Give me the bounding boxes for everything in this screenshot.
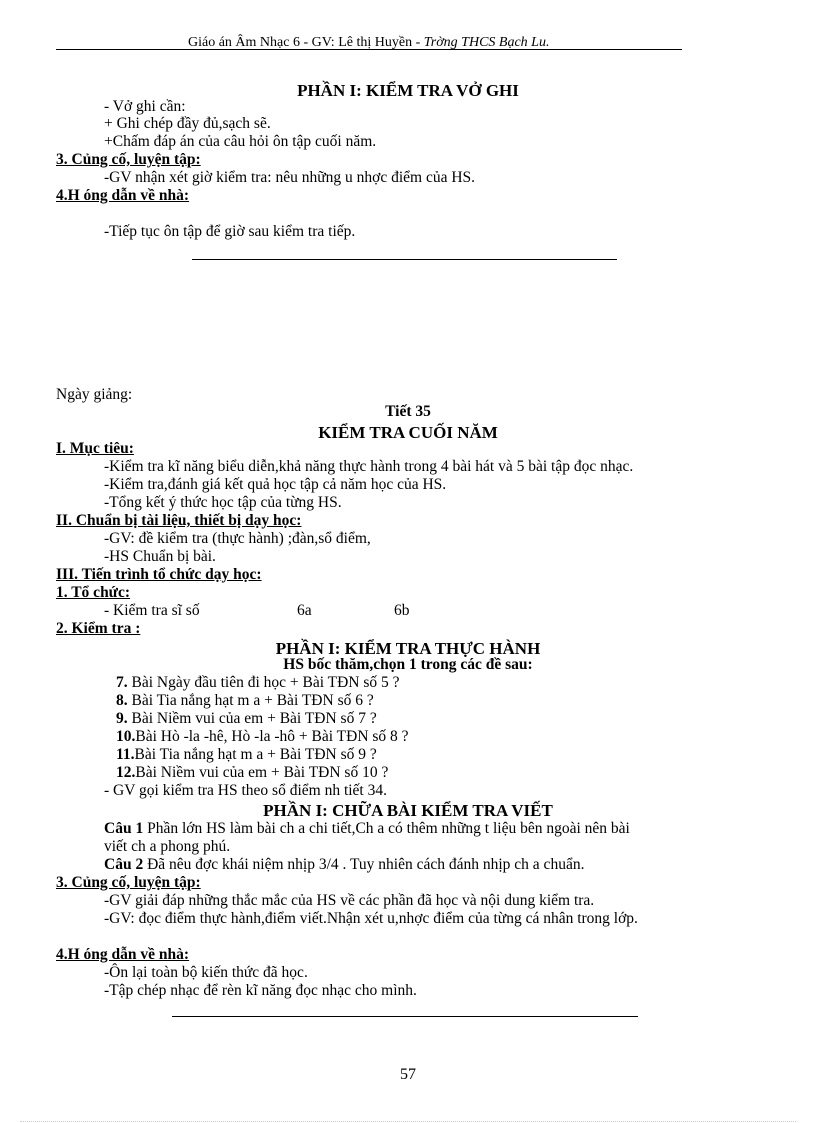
page-edge <box>20 1121 796 1122</box>
goal-2: -Kiểm tra,đánh giá kết quả học tập cả năm học của HS. <box>104 476 447 493</box>
gv-call-line: - GV gọi kiểm tra HS theo sổ điểm nh tiết 34. <box>104 782 387 799</box>
consolidate-1: -GV giải đáp những thắc mắc của HS về các phần đã học và nội dung kiểm tra. <box>104 892 595 909</box>
part-a-consolidate-heading: 3. Củng cố, luyện tập: <box>56 151 201 168</box>
question-1-label: Câu 1 <box>104 820 144 837</box>
consolidate-2: -GV: đọc điểm thực hành,điểm viết.Nhận xét u,nhợc điểm của từng cá nhân trong lớp. <box>104 910 638 927</box>
question-1-text: Phần lớn HS làm bài ch a chi tiết,Ch a có thêm những t liệu bên ngoài nên bài <box>143 820 630 837</box>
question-1-cont: viết ch a phong phú. <box>104 838 231 855</box>
exam-item-10 <box>116 728 409 746</box>
class-6a: 6a <box>297 602 312 619</box>
exam-item-11 <box>116 746 377 764</box>
end-divider <box>172 1016 638 1017</box>
part-a-line-1: - Vở ghi cần: <box>104 98 186 115</box>
homework-2: -Tập chép nhạc để rèn kĩ năng đọc nhạc cho mình. <box>104 982 417 999</box>
exam-item-text: Bài Niềm vui của em + Bài TĐN số 10 ? <box>135 764 389 781</box>
exam-item-text: Bài Hò -la -hê, Hò -la -hô + Bài TĐN số 8 ? <box>135 728 409 745</box>
part-a-line-2: + Ghi chép đầy đủ,sạch sẽ. <box>104 115 271 132</box>
consolidate-heading: 3. Củng cố, luyện tập: <box>56 874 201 891</box>
part-a-line-3: +Chấm đáp án của câu hỏi ôn tập cuối năm. <box>104 133 377 150</box>
exam-item-9 <box>116 710 377 728</box>
review-title: PHẦN I: CHỮA BÀI KIỂM TRA VIẾT <box>263 801 553 820</box>
exam-item-12 <box>116 764 388 782</box>
exam-item-7 <box>116 674 400 692</box>
exam-item-number: 9. <box>116 710 128 727</box>
org-heading: 1. Tổ chức: <box>56 584 131 601</box>
class-6b: 6b <box>394 602 410 619</box>
part-a-homework-heading: 4.H óng dẫn về nhà: <box>56 187 190 204</box>
exam-item-number: 7. <box>116 674 128 691</box>
question-2-text: Đã nêu đợc khái niệm nhịp 3/4 . Tuy nhiên cách đánh nhịp ch a chuẩn. <box>143 856 585 873</box>
exam-item-text: Bài Tia nắng hạt m a + Bài TĐN số 6 ? <box>127 692 374 709</box>
part-a-title: PHẦN I: KIỂM TRA VỞ GHI <box>297 81 519 100</box>
goal-1: -Kiểm tra kĩ năng biểu diễn,khả năng thực hành trong 4 bài hát và 5 bài tập đọc nhạc. <box>104 458 634 475</box>
practice-title: PHẦN I: KIỂM TRA THỰC HÀNH <box>275 639 541 658</box>
lesson-period: Tiết 35 <box>385 403 431 420</box>
homework-heading: 4.H óng dẫn về nhà: <box>56 946 190 963</box>
section-divider <box>192 259 617 260</box>
header-right: Trờng THCS Bạch Lu. <box>423 35 550 50</box>
question-2-label: Câu 2 <box>104 856 144 873</box>
exam-item-8 <box>116 692 374 710</box>
exam-item-number: 11. <box>116 746 135 763</box>
header-rule <box>56 49 682 50</box>
question-1 <box>104 820 630 838</box>
prep-2: -HS Chuẩn bị bài. <box>104 548 216 565</box>
page-number: 57 <box>400 1066 416 1083</box>
exam-item-number: 10. <box>116 728 136 745</box>
exam-item-text: Bài Tia nắng hạt m a + Bài TĐN số 9 ? <box>134 746 377 763</box>
process-heading: III. Tiến trình tổ chức dạy học: <box>56 566 262 583</box>
goal-3: -Tổng kết ý thức học tập của từng HS. <box>104 494 342 511</box>
part-a-homework-line: -Tiếp tục ôn tập để giờ sau kiểm tra tiếp. <box>104 223 356 240</box>
prep-1: -GV: đề kiểm tra (thực hành) ;đàn,sổ điểm, <box>104 530 371 547</box>
question-2 <box>104 856 584 874</box>
exam-item-text: Bài Niềm vui của em + Bài TĐN số 7 ? <box>127 710 377 727</box>
check-heading: 2. Kiểm tra : <box>56 620 141 637</box>
exam-item-number: 8. <box>116 692 128 709</box>
header-left: Giáo án Âm Nhạc 6 - GV: Lê thị Huyền - <box>188 35 421 50</box>
exam-item-number: 12. <box>116 764 136 781</box>
prep-heading: II. Chuẩn bị tài liệu, thiết bị dạy học: <box>56 512 302 529</box>
homework-1: -Ôn lại toàn bộ kiến thức đã học. <box>104 964 308 981</box>
exam-item-text: Bài Ngày đầu tiên đi học + Bài TĐN số 5 ? <box>127 674 400 691</box>
part-a-consolidate-line: -GV nhận xét giờ kiểm tra: nêu những u nhợc điểm của HS. <box>104 169 476 186</box>
goals-heading: I. Mục tiêu: <box>56 440 134 457</box>
org-line: - Kiểm tra sĩ số <box>104 602 200 619</box>
date-label: Ngày giảng: <box>56 386 133 403</box>
lesson-title: KIỂM TRA CUỐI NĂM <box>318 423 498 442</box>
practice-subtitle: HS bốc thăm,chọn 1 trong các đề sau: <box>283 656 533 673</box>
